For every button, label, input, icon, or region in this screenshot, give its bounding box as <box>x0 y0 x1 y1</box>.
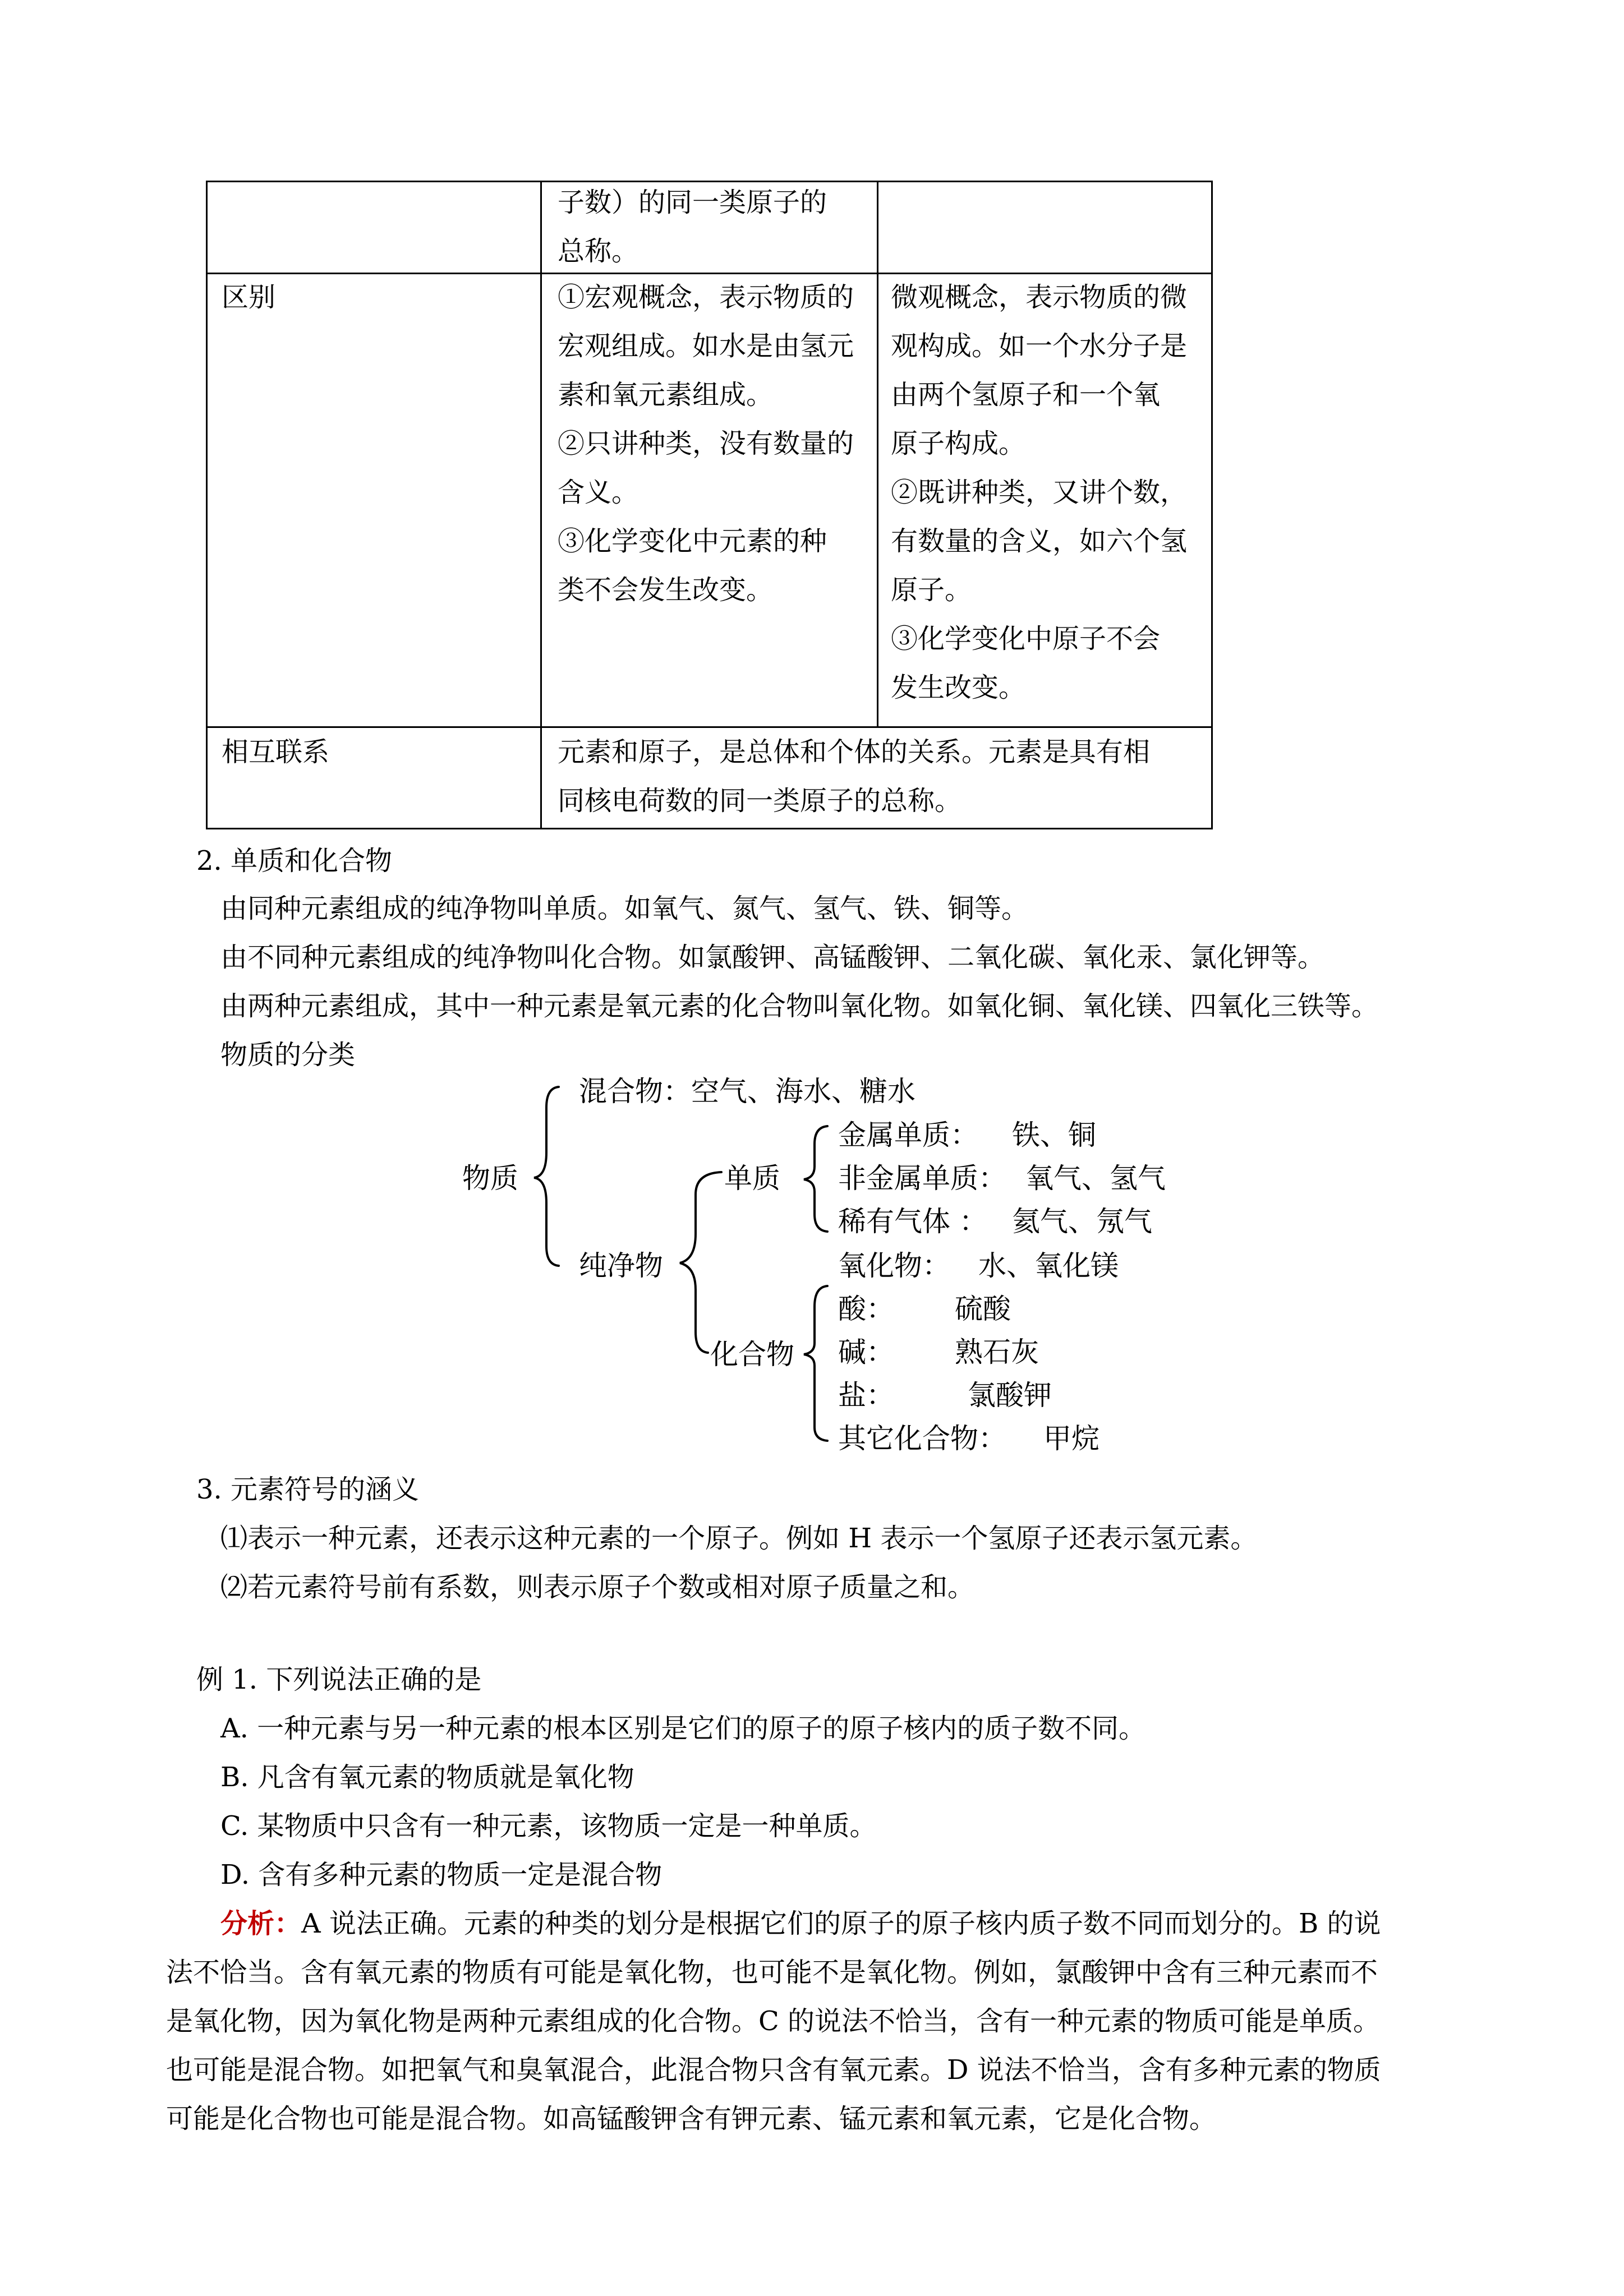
element-label: 单质 <box>724 1162 780 1195</box>
compound-item-example: 水、氧化镁 <box>978 1250 1119 1282</box>
analysis-first-line <box>220 1907 1381 1940</box>
row-header-difference: 区别 <box>222 282 276 313</box>
element-item-label: 金属单质： <box>838 1119 978 1151</box>
analysis-text: A 说法正确。元素的种类的划分是根据它们的原子的原子核内质子数不同而划分的。B 的说 <box>301 1908 1381 1939</box>
compound-item-example: 氯酸钾 <box>968 1379 1052 1412</box>
table-cell: 元素和原子，是总体和个体的关系。元素是具有相 同核电荷数的同一类原子的总称。 <box>558 736 1151 817</box>
compound-brace <box>804 1286 827 1441</box>
paragraph-line: 由两种元素组成，其中一种元素是氧元素的化合物叫氧化物。如氧化铜、氧化镁、四氧化三铁等。 <box>220 990 1379 1022</box>
paragraph-line: ⑴表示一种元素，还表示这种元素的一个原子。例如 H 表示一个氢原子还表示氢元素。 <box>220 1523 1258 1554</box>
option-b: B. 凡含有氧元素的物质就是氧化物 <box>220 1762 634 1793</box>
compound-item-label: 碱： <box>838 1336 894 1368</box>
section-heading: 2. 单质和化合物 <box>196 845 393 877</box>
analysis-line: 可能是化合物也可能是混合物。如高锰酸钾含有钾元素、锰元素和氧元素，它是化合物。 <box>166 2103 1217 2134</box>
pure-substance-label: 纯净物 <box>579 1250 663 1282</box>
section-heading: 3. 元素符号的涵义 <box>196 1474 420 1505</box>
compound-item-label: 盐： <box>838 1379 894 1412</box>
compound-item-label: 氧化物： <box>838 1250 950 1282</box>
compound-label: 化合物 <box>710 1338 794 1371</box>
table-cell: 子数）的同一类原子的 总称。 <box>558 187 827 267</box>
pure-brace <box>680 1172 721 1353</box>
paragraph-line: ⑵若元素符号前有系数，则表示原子个数或相对原子质量之和。 <box>220 1571 975 1603</box>
option-c: C. 某物质中只含有一种元素，该物质一定是一种单质。 <box>220 1810 877 1842</box>
example-title: 例 1. 下列说法正确的是 <box>196 1664 482 1695</box>
table-cell: 微观概念，表示物质的微 观构成。如一个水分子是 由两个氢原子和一个氧 原子构成。 ②既讲种类，又讲个数， 有数量的含义，如六个氢 原子。 ③化学变化中原子不会 发生改变。 <box>891 282 1188 703</box>
analysis-line: 也可能是混合物。如把氧气和臭氧混合，此混合物只含有氧元素。D 说法不恰当，含有多种元素的物质 <box>166 2054 1381 2086</box>
analysis-label: 分析： <box>220 1908 302 1939</box>
paragraph-line: 物质的分类 <box>220 1039 356 1071</box>
option-d: D. 含有多种元素的物质一定是混合物 <box>220 1859 663 1891</box>
element-item-label: 稀有气体 ： <box>838 1205 987 1238</box>
compound-item-example: 硫酸 <box>955 1293 1011 1325</box>
analysis-line: 是氧化物，因为氧化物是两种元素组成的化合物。C 的说法不恰当，含有一种元素的物质可能是单质。 <box>166 2005 1380 2037</box>
paragraph-line: 由不同种元素组成的纯净物叫化合物。如氯酸钾、高锰酸钾、二氧化碳、氧化汞、氯化钾等。 <box>220 942 1325 973</box>
row-header-relation: 相互联系 <box>222 736 330 768</box>
compound-item-example: 甲烷 <box>1043 1422 1099 1455</box>
compound-item-example: 熟石灰 <box>955 1336 1039 1368</box>
paragraph-line: 由同种元素组成的纯净物叫单质。如氧气、氮气、氢气、铁、铜等。 <box>220 893 1029 924</box>
option-a: A. 一种元素与另一种元素的根本区别是它们的原子的原子核内的质子数不同。 <box>220 1713 1146 1744</box>
compound-item-label: 其它化合物： <box>838 1422 1006 1455</box>
analysis-line: 法不恰当。含有氧元素的物质有可能是氧化物，也可能不是氧化物。例如，氯酸钾中含有三种元素而不 <box>166 1957 1378 1988</box>
element-item-example: 氦气、氖气 <box>1012 1205 1152 1238</box>
element-brace <box>804 1126 827 1232</box>
root-label: 物质 <box>462 1162 518 1195</box>
mixture-label: 混合物：空气、海水、糖水 <box>579 1075 915 1108</box>
root-brace <box>534 1087 559 1266</box>
element-item-label: 非金属单质： <box>838 1162 1006 1195</box>
element-item-example: 氧气、氢气 <box>1025 1162 1166 1195</box>
element-item-example: 铁、铜 <box>1012 1119 1096 1151</box>
table-cell: ①宏观概念，表示物质的 宏观组成。如水是由氢元 素和氧元素组成。 ②只讲种类，没有数量的 含义。 ③化学变化中元素的种 类不会发生改变。 <box>558 282 854 606</box>
compound-item-label: 酸： <box>838 1293 894 1325</box>
